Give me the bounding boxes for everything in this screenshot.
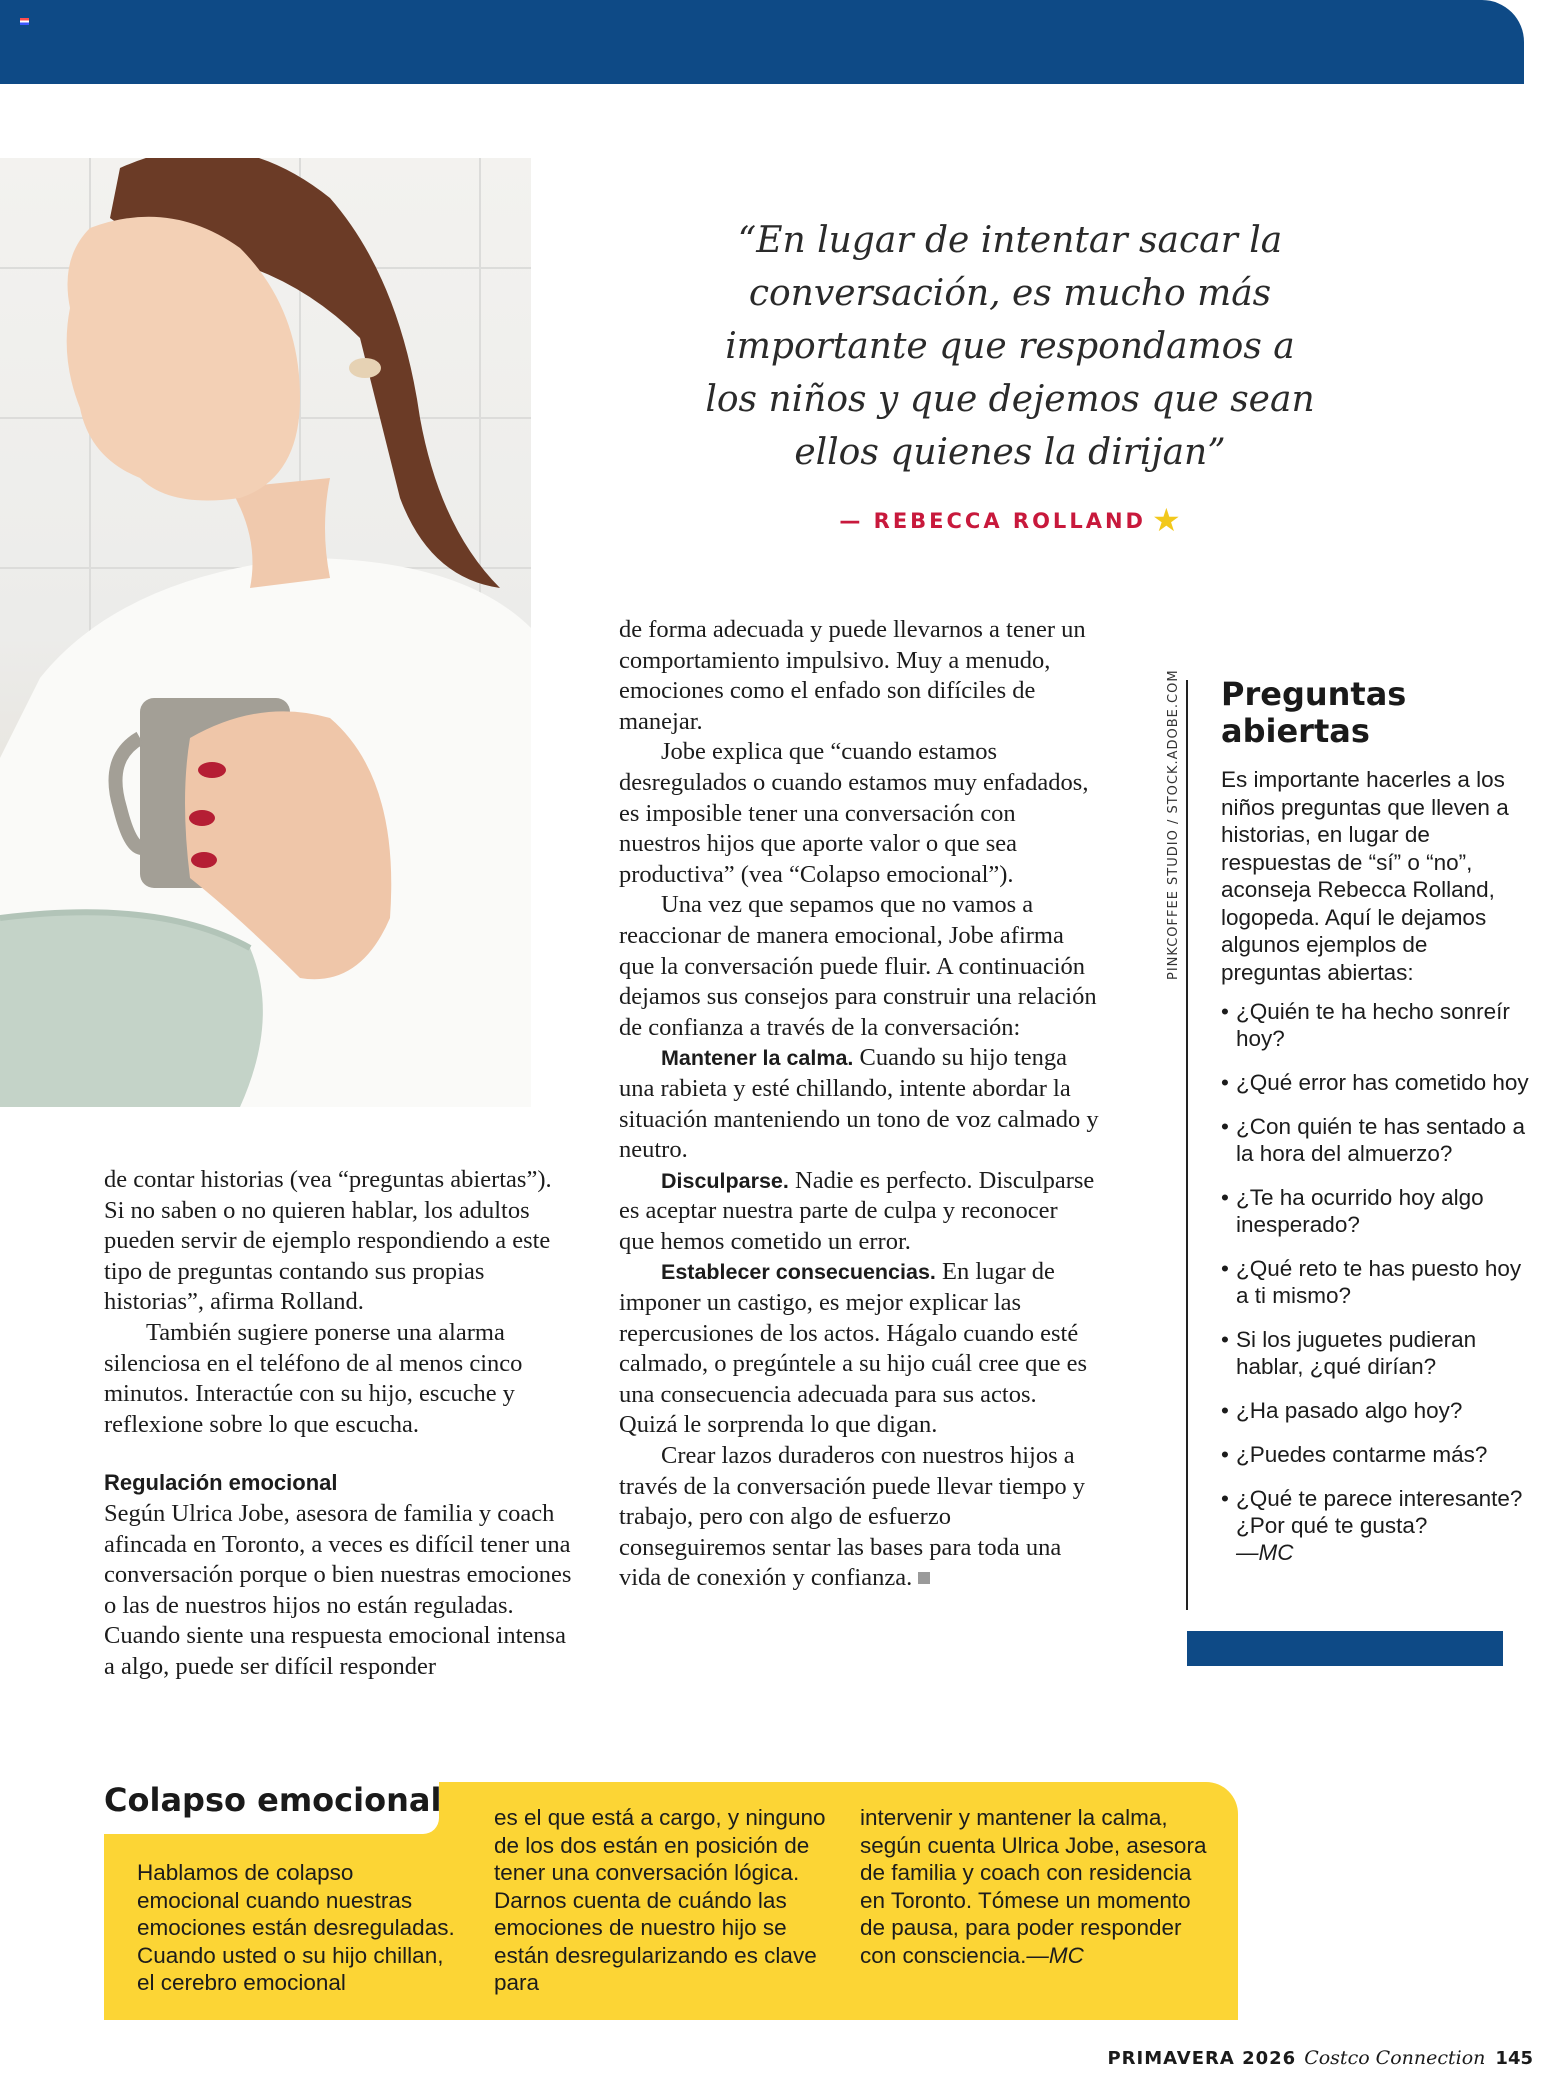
question-list (1221, 998, 1531, 1566)
list-item (1221, 1485, 1531, 1566)
page-number: 145 (1495, 2048, 1533, 2069)
tip-paragraph (619, 1043, 1099, 1165)
list-item: • ¿Quién te ha hecho sonreír hoy? (1221, 998, 1531, 1052)
list-item: • Si los juguetes pudieran hablar, ¿qué dirían? (1221, 1326, 1531, 1380)
list-item-text: ¿Qué te parece interesante? ¿Por qué te gusta? (1236, 1486, 1523, 1538)
closing-text: Crear lazos duraderos con nuestros hijos a través de la conversación puede llevar tiempo y trabajo, pero con algo de esfuerzo conseguiremos sentar las bases para toda una vida de conexión y confianza. (619, 1442, 1085, 1592)
pull-quote-attribution (700, 501, 1320, 539)
tip-paragraph (619, 1166, 1099, 1258)
paragraph: Cuando siente una respuesta emocional intensa a algo, puede ser difícil responder (104, 1622, 566, 1680)
list-item: • ¿Ha pasado algo hoy? (1221, 1397, 1531, 1424)
tip-lead: Establecer consecuencias. (661, 1260, 936, 1285)
paragraph: También sugiere ponerse una alarma silenciosa en el teléfono de al menos cinco minutos. Interactúe con su hijo, escuche y reflexione sobre lo que escucha. (104, 1318, 523, 1438)
tip-text: En lugar de imponer un castigo, es mejor explicar las repercusiones de los actos. Hágalo cuando esté calmado, o pregúntele a su hijo cuál cree que es una consecuencia adecuada para sus actos. Quizá le sorprenda lo que digan. (619, 1258, 1088, 1439)
list-item: • ¿Qué reto te has puesto hoy a ti mismo? (1221, 1255, 1531, 1309)
page-footer (1107, 2045, 1533, 2069)
box-column-3-text: intervenir y mantener la calma, según cuenta Ulrica Jobe, asesora de familia y coach con residencia en Toronto. Tómese un momento de pausa, para poder responder con consciencia. (860, 1805, 1207, 1968)
paragraph: de forma adecuada y puede llevarnos a tener un comportamiento impulsivo. Muy a menudo, emociones como el enfado son difíciles de manejar. (619, 616, 1086, 735)
list-item: • ¿Te ha ocurrido hoy algo inesperado? (1221, 1184, 1531, 1238)
box-column-1: Hablamos de colapso emocional cuando nuestras emociones están desreguladas. Cuando usted o su hijo chillan, el cerebro emocional (137, 1860, 455, 1995)
section-heading: Regulación emocional (104, 1470, 338, 1496)
box-title: Colapso emocional (104, 1781, 442, 1819)
sidebar-intro: Es importante hacerles a los niños preguntas que lleven a historias, en lugar de respuestas de “sí” o “no”, aconseja Rebecca Rolland, logopeda. Aquí le dejamos algunos ejemplos de preguntas abiertas: (1221, 767, 1509, 985)
footer-magazine: Costco Connection (1304, 2047, 1486, 2069)
box-column-3 (860, 1804, 1220, 1969)
paragraph: de contar historias (vea “preguntas abiertas”). Si no saben o no quieren hablar, los adultos pueden servir de ejemplo respondiendo a este tipo de preguntas contando sus propias historias”, afirma Rolland. (104, 1166, 552, 1316)
sidebar-signature: —MC (1236, 1540, 1294, 1565)
footer-season: PRIMAVERA 2026 (1107, 2048, 1297, 2069)
flag-icon (20, 18, 29, 25)
attribution-text: — REBECCA ROLLAND (839, 509, 1146, 533)
sidebar-divider (1186, 680, 1188, 1610)
box-column-2: es el que está a cargo, y ninguno de los dos están en posición de tener una conversación lógica. Darnos cuenta de cuándo las emociones de nuestro hijo se están desregularizando es clave para (494, 1805, 826, 1995)
list-item: • ¿Puedes contarme más? (1221, 1441, 1531, 1468)
tip-text: Nadie es perfecto. Disculparse es aceptar nuestra parte de culpa y reconocer que hemos cometido un error. (619, 1166, 1095, 1255)
list-item: • ¿Qué error has cometido hoy (1221, 1069, 1531, 1096)
star-icon: ★ (1151, 501, 1181, 539)
photo-woman-with-mug (0, 158, 531, 1107)
paragraph: Según Ulrica Jobe, asesora de familia y coach afincada en Toronto, a veces es difícil tener una conversación porque o bien nuestras emociones o las de nuestros hijos no están reguladas. (104, 1499, 572, 1619)
tip-text: Cuando su hijo tenga una rabieta y esté chillando, intente abordar la situación manteniendo un tono de voz calmado y neutro. (619, 1044, 1099, 1164)
end-mark-icon (918, 1572, 930, 1584)
article-column-1 (104, 1165, 574, 1683)
tip-lead: Mantener la calma. (661, 1046, 854, 1071)
list-item: • ¿Con quién te has sentado a la hora del almuerzo? (1221, 1113, 1531, 1167)
paragraph: Una vez que sepamos que no vamos a reaccionar de manera emocional, Jobe afirma que la conversación puede fluir. A continuación dejamos sus consejos para construir una relación de confianza a través de la conversación: (619, 891, 1097, 1041)
paragraph (619, 1441, 1099, 1594)
tip-lead: Disculparse. (661, 1168, 789, 1193)
sidebar-footer-bar (1187, 1631, 1503, 1666)
photo-credit: PINKCOFFEE STUDIO / STOCK.ADOBE.COM (1166, 669, 1181, 980)
pull-quote-text: “En lugar de intentar sacar la conversación, es mucho más importante que respondamos a los niños y que dejemos que sean ellos quienes la dirijan” (705, 220, 1315, 473)
photo-illustration (0, 158, 531, 1107)
tip-paragraph (619, 1257, 1099, 1441)
article-column-2 (619, 615, 1099, 1594)
sidebar-title: Preguntas abiertas (1221, 675, 1407, 750)
pull-quote (700, 214, 1320, 539)
header-bar (0, 0, 1524, 84)
paragraph: Jobe explica que “cuando estamos desregulados o cuando estamos muy enfadados, es imposible tener una conversación con nuestros hijos que aporte valor o que sea productiva” (vea “Colapso emocional”). (619, 738, 1089, 888)
box-signature: —MC (1026, 1942, 1084, 1968)
sidebar-open-questions (1221, 676, 1531, 1583)
